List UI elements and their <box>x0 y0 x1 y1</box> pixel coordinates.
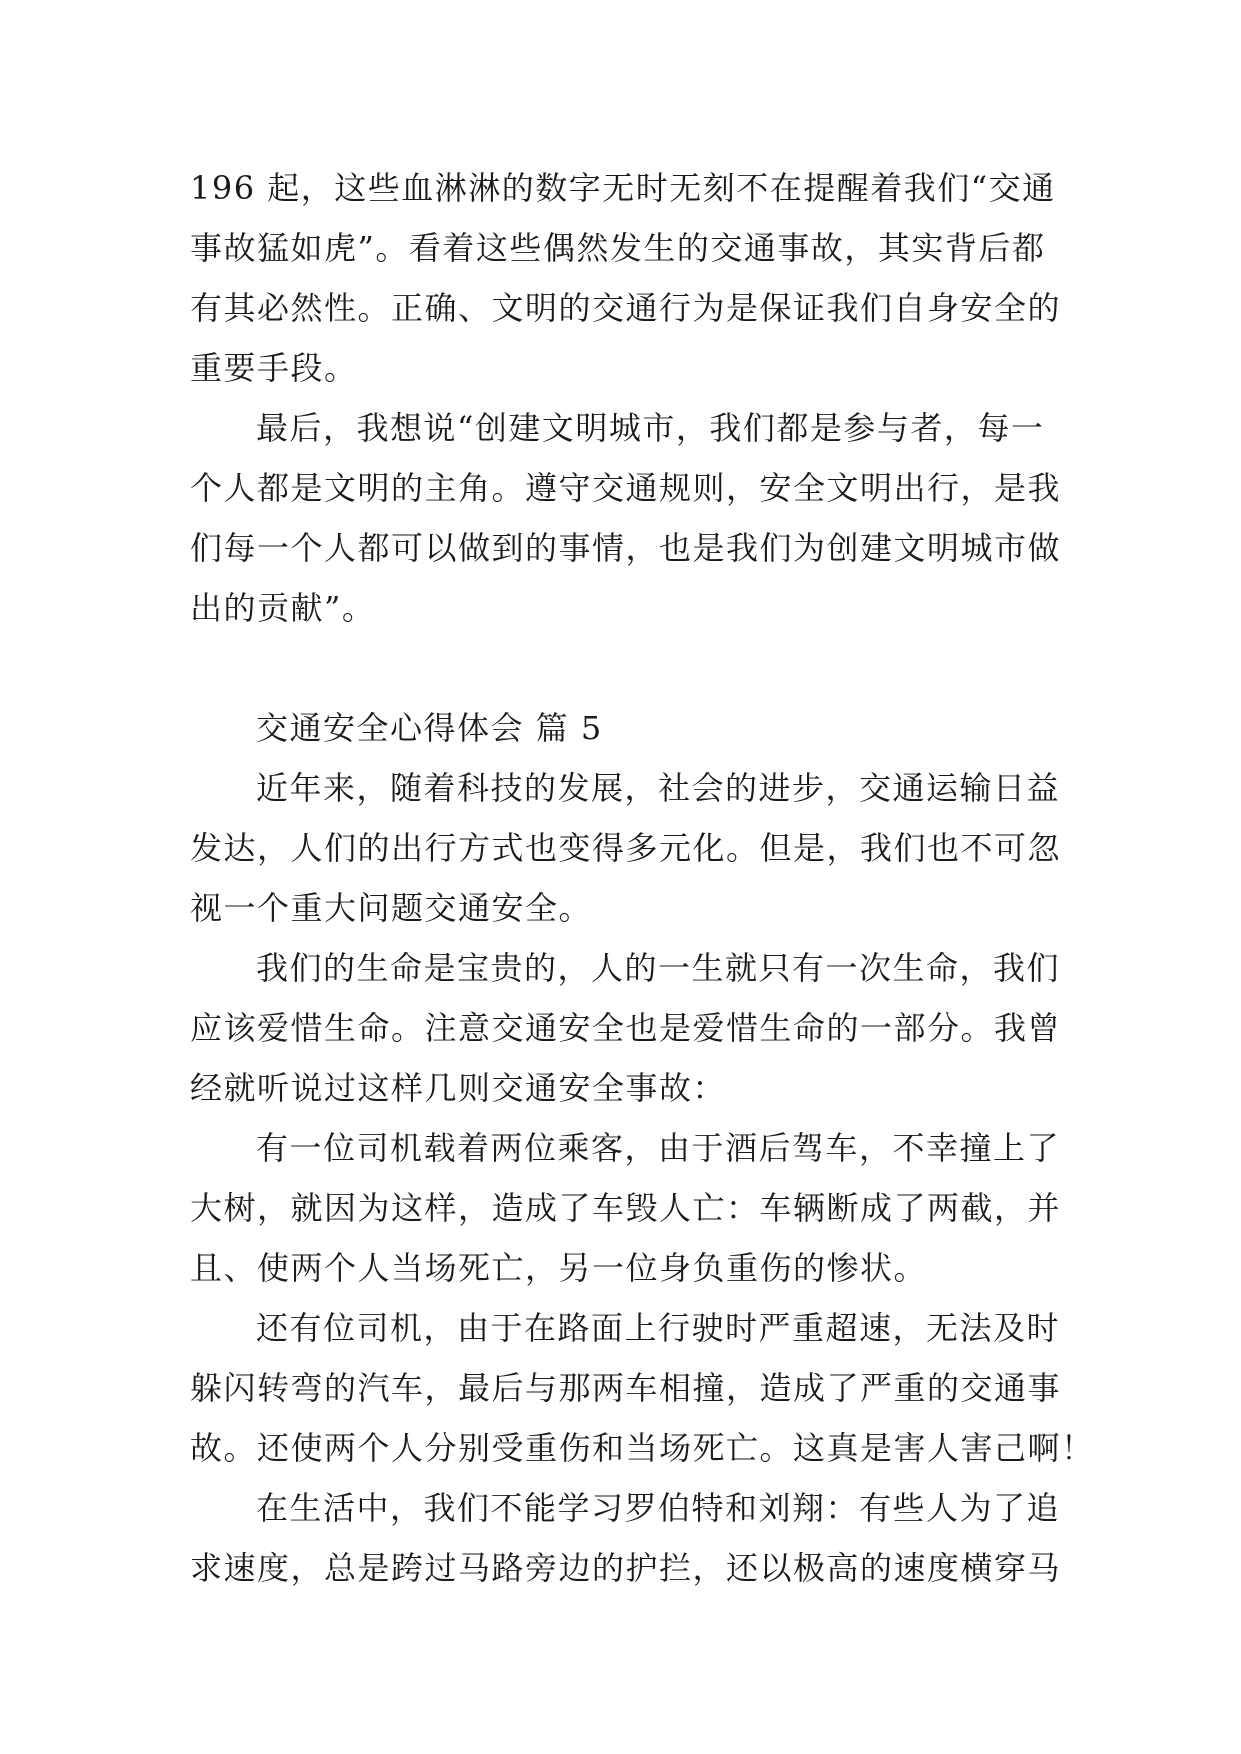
text-line: 经就听说过这样几则交通安全事故： <box>190 1069 727 1107</box>
text-line: 且、使两个人当场死亡，另一位身负重伤的惨状。 <box>190 1249 928 1287</box>
paragraph <box>190 938 1060 1118</box>
text-line: 应该爱惜生命。注意交通安全也是爱惜生命的一部分。我曾 <box>190 1009 1062 1047</box>
text-line: 最后，我想说“创建文明城市，我们都是参与者，每一 <box>256 409 1045 447</box>
paragraph <box>190 158 1060 398</box>
text-line: 在生活中，我们不能学习罗伯特和刘翔：有些人为了追 <box>256 1489 1061 1527</box>
text-line: 大树，就因为这样，造成了车毁人亡：车辆断成了两截，并 <box>190 1189 1062 1227</box>
text-line: 我们的生命是宝贵的，人的一生就只有一次生命，我们 <box>256 949 1061 987</box>
text-line: 躲闪转弯的汽车，最后与那两车相撞，造成了严重的交通事 <box>190 1369 1062 1407</box>
section-title: 交通安全心得体会 篇 5 <box>256 709 603 747</box>
text-line: 发达，人们的出行方式也变得多元化。但是，我们也不可忽 <box>190 829 1062 867</box>
blank-line <box>190 638 1060 698</box>
paragraph <box>190 398 1060 638</box>
paragraph <box>190 1478 1060 1598</box>
text-line: 个人都是文明的主角。遵守交通规则，安全文明出行，是我 <box>190 469 1062 507</box>
paragraph <box>190 1298 1095 1478</box>
text-line: 视一个重大问题交通安全。 <box>190 889 593 927</box>
text-line: 出的贡献”。 <box>190 589 376 627</box>
paragraph <box>190 758 1060 938</box>
text-line: 还有位司机，由于在路面上行驶时严重超速，无法及时 <box>256 1309 1061 1347</box>
text-line: 求速度，总是跨过马路旁边的护拦，还以极高的速度横穿马 <box>190 1549 1062 1587</box>
text-line: 近年来，随着科技的发展，社会的进步，交通运输日益 <box>256 769 1061 807</box>
text-line: 故。还使两个人分别受重伤和当场死亡。这真是害人害己啊！ <box>190 1429 1095 1467</box>
text-line: 196 起，这些血淋淋的数字无时无刻不在提醒着我们“交通 <box>190 169 1056 207</box>
text-line: 重要手段。 <box>190 349 358 387</box>
document-page <box>190 158 1095 1598</box>
paragraph <box>190 1118 1060 1298</box>
text-line: 有一位司机载着两位乘客，由于酒后驾车，不幸撞上了 <box>256 1129 1061 1167</box>
text-line: 们每一个人都可以做到的事情，也是我们为创建文明城市做 <box>190 529 1062 567</box>
text-line: 有其必然性。正确、文明的交通行为是保证我们自身安全的 <box>190 289 1062 327</box>
text-line: 事故猛如虎”。看着这些偶然发生的交通事故，其实背后都 <box>190 229 1046 267</box>
